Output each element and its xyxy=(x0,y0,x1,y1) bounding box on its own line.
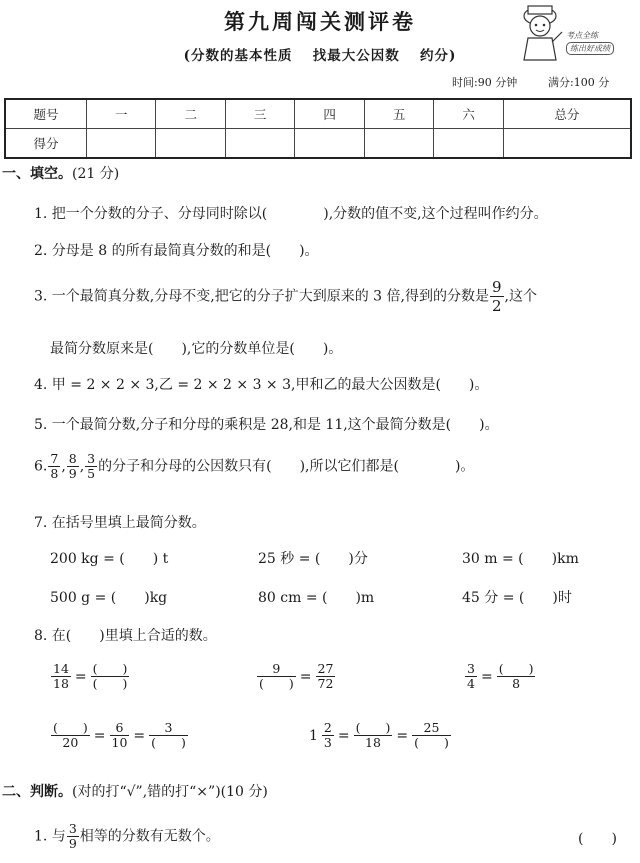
fraction xyxy=(465,662,477,691)
whole-number: 1 xyxy=(309,727,318,744)
mascot-icon xyxy=(516,2,566,62)
numerator: 3 xyxy=(87,451,96,466)
score-cell[interactable] xyxy=(156,129,225,159)
question-3-line-2: 最简分数原来是( ),它的分数单位是( )。 xyxy=(50,341,343,357)
numerator: 14 xyxy=(53,661,69,676)
fraction xyxy=(149,721,188,750)
question-7: 7. 在括号里填上最简分数。 xyxy=(34,515,206,531)
equals-sign: = xyxy=(299,668,312,685)
fraction xyxy=(51,721,90,750)
fraction xyxy=(322,721,334,750)
denominator: 2 xyxy=(491,297,502,315)
denominator: 9 xyxy=(68,466,77,481)
numerator-blank[interactable]: ( ) xyxy=(355,720,391,735)
fraction xyxy=(91,662,130,691)
equation-a xyxy=(50,662,130,691)
header-cell: 六 xyxy=(434,99,503,129)
header-cell: 题号 xyxy=(5,99,87,129)
numerator: 27 xyxy=(317,661,334,676)
fraction xyxy=(110,721,130,750)
numerator: 6 xyxy=(110,721,130,736)
comma: , xyxy=(79,458,85,475)
equals-sign: = xyxy=(480,668,493,685)
question-text-tail: 相等的分数有无数个。 xyxy=(79,828,220,845)
denominator-blank[interactable]: ( ) xyxy=(414,735,449,750)
fraction xyxy=(67,452,79,481)
full-score: 满分:100 分 xyxy=(548,76,610,89)
conversion-item: 500 g = ( )kg xyxy=(50,590,168,606)
question-4: 4. 甲 = 2 × 2 × 3,乙 = 2 × 2 × 3 × 3,甲和乙的最大公因数是( )。 xyxy=(34,377,489,393)
numerator: 3 xyxy=(467,661,475,676)
denominator: 72 xyxy=(317,676,334,691)
numerator-blank[interactable]: ( ) xyxy=(92,661,128,676)
question-8: 8. 在( )里填上合适的数。 xyxy=(34,628,217,644)
question-text: 1. 与 xyxy=(34,828,66,845)
numerator: 3 xyxy=(149,721,188,736)
numerator: 3 xyxy=(68,821,77,836)
fraction xyxy=(48,452,60,481)
question-1: 1. 把一个分数的分子、分母同时除以( ),分数的值不变,这个过程叫作约分。 xyxy=(34,206,548,222)
equation-d xyxy=(50,721,189,750)
denominator-blank[interactable]: ( ) xyxy=(259,676,294,691)
denominator: 3 xyxy=(323,735,332,750)
score-cell[interactable] xyxy=(434,129,503,159)
equation-b xyxy=(256,662,336,691)
equation-c xyxy=(464,662,536,691)
equals-sign: = xyxy=(93,727,106,744)
section-2-note: (对的打“√”,错的打“×”)(10 分) xyxy=(72,784,268,800)
denominator: 8 xyxy=(50,466,59,481)
score-cell[interactable] xyxy=(364,129,433,159)
score-cell[interactable] xyxy=(295,129,364,159)
header-cell: 二 xyxy=(156,99,225,129)
score-table-header-row xyxy=(5,99,631,129)
equals-sign: = xyxy=(133,727,146,744)
question-3-text: 3. 一个最简真分数,分母不变,把它的分子扩大到原来的 3 倍,得到的分数是 xyxy=(34,288,489,305)
conversion-item: 30 m = ( )km xyxy=(462,551,579,567)
denominator: 5 xyxy=(87,466,96,481)
fraction xyxy=(354,721,393,750)
section-1-points: (21 分) xyxy=(72,166,120,182)
denominator: 10 xyxy=(111,735,128,750)
numerator: 25 xyxy=(412,721,451,736)
mascot-logo xyxy=(516,2,628,62)
question-3 xyxy=(34,278,537,315)
header-cell: 一 xyxy=(87,99,156,129)
section-2-title: 二、判断。 xyxy=(2,784,72,800)
question-6 xyxy=(34,452,474,481)
score-cell[interactable] xyxy=(503,129,631,159)
mascot-caption-1: 考点全练 xyxy=(566,31,598,40)
fraction xyxy=(67,822,79,851)
section-2-heading xyxy=(2,781,268,801)
judgement-question-1 xyxy=(34,822,220,851)
fraction xyxy=(497,662,536,691)
score-cell[interactable] xyxy=(225,129,294,159)
comma: , xyxy=(61,458,66,475)
fraction xyxy=(316,662,336,691)
conversion-item: 25 秒 = ( )分 xyxy=(258,551,368,567)
denominator: 8 xyxy=(512,676,521,691)
question-6-text: 的分子和分母的公因数只有( ),所以它们都是( )。 xyxy=(98,458,475,475)
fraction xyxy=(51,662,71,691)
denominator: 18 xyxy=(365,735,381,750)
equals-sign: = xyxy=(396,727,409,744)
fraction xyxy=(490,278,504,315)
page-subtitle: (分数的基本性质 找最大公因数 约分) xyxy=(183,48,457,64)
fraction xyxy=(85,452,97,481)
header-cell: 总分 xyxy=(503,99,631,129)
numerator-blank[interactable]: ( ) xyxy=(498,661,534,676)
numerator: 9 xyxy=(491,278,502,296)
header-cell: 四 xyxy=(295,99,364,129)
equals-sign: = xyxy=(337,727,350,744)
mascot-caption-2: 练出好成绩 xyxy=(566,42,614,55)
numerator-blank[interactable]: ( ) xyxy=(53,720,88,735)
header-cell: 五 xyxy=(364,99,433,129)
question-3-text-tail: ,这个 xyxy=(504,288,537,305)
question-2: 2. 分母是 8 的所有最简真分数的和是( )。 xyxy=(34,243,319,259)
score-table xyxy=(4,98,632,159)
row-label: 得分 xyxy=(5,129,87,159)
page-title: 第九周闯关测评卷 xyxy=(224,9,416,34)
section-1-heading xyxy=(2,163,119,183)
numerator: 7 xyxy=(50,451,59,466)
section-1-title: 一、填空。 xyxy=(2,166,72,182)
denominator: 4 xyxy=(467,676,475,691)
numerator: 9 xyxy=(257,662,296,677)
denominator: 20 xyxy=(62,735,79,750)
answer-bracket[interactable]: ( ) xyxy=(578,831,617,847)
numerator: 8 xyxy=(68,451,77,466)
denominator: 18 xyxy=(53,676,69,691)
exam-time: 时间:90 分钟 xyxy=(452,76,518,89)
conversion-item: 45 分 = ( )时 xyxy=(462,590,572,606)
conversion-item: 200 kg = ( ) t xyxy=(50,551,169,567)
denominator: 9 xyxy=(68,836,77,851)
question-6-number: 6. xyxy=(34,458,48,475)
score-cell[interactable] xyxy=(87,129,156,159)
denominator-blank[interactable]: ( ) xyxy=(92,676,128,691)
score-table-score-row xyxy=(5,129,631,159)
fraction xyxy=(412,721,451,750)
equation-e xyxy=(306,721,452,750)
denominator-blank[interactable]: ( ) xyxy=(151,735,186,750)
numerator: 2 xyxy=(323,720,332,735)
equals-sign: = xyxy=(74,668,87,685)
header-cell: 三 xyxy=(225,99,294,129)
fraction xyxy=(257,662,296,691)
conversion-item: 80 cm = ( )m xyxy=(258,590,375,606)
question-5: 5. 一个最简分数,分子和分母的乘积是 28,和是 11,这个最简分数是( )。 xyxy=(34,417,499,433)
